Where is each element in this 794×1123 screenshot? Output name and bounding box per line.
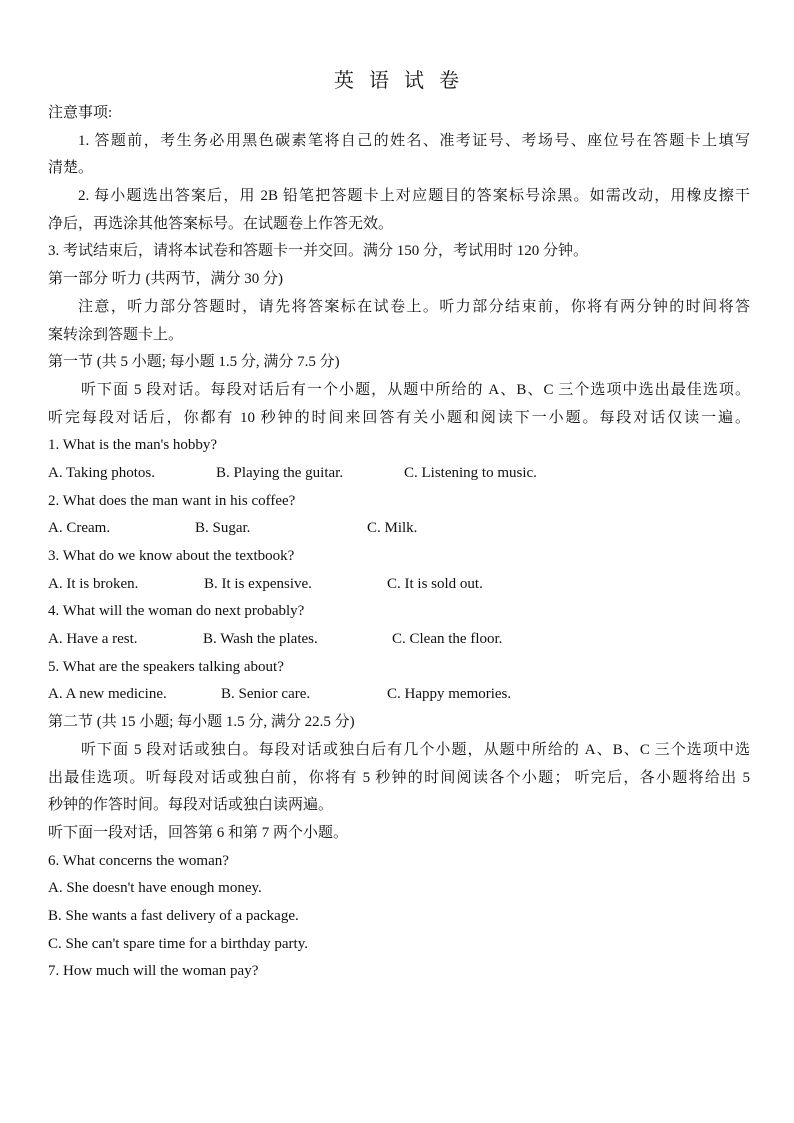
question-1: 1. What is the man's hobby? — [48, 437, 218, 454]
section2-instruction-line-1: 听下面 5 段对话或独白。每段对话或独白后有几个小题，从题中所给的 A、B、C 三个选项中选 — [81, 741, 750, 758]
section2-instruction-line-3: 秒钟的作答时间。每段对话或独白读两遍。 — [48, 797, 334, 814]
question-2-option-a: A. Cream. — [48, 520, 111, 537]
notice-item-1-line-1: 1. 答题前，考生务必用黑色碳素笔将自己的姓名、准考证号、考场号、座位号在答题卡上填写 — [78, 132, 750, 149]
question-2-options — [48, 515, 750, 543]
section2-instruction-line-2: 出最佳选项。听每段对话或独白前，你将有 5 秒钟的时间阅读各个小题； 听完后，各小题将给出 5 — [48, 769, 750, 786]
question-3-options — [48, 571, 750, 599]
question-3-option-b: B. It is expensive. — [204, 575, 312, 592]
part1-heading: 第一部分 听力 (共两节，满分 30 分) — [48, 271, 283, 288]
question-6-option-c: C. She can't spare time for a birthday party. — [48, 935, 308, 952]
question-5-option-c: C. Happy memories. — [387, 686, 512, 703]
question-6-option-b: B. She wants a fast delivery of a package. — [48, 907, 299, 924]
part1-note-line-2: 案转涂到答题卡上。 — [48, 326, 184, 343]
question-3-option-a: A. It is broken. — [48, 575, 139, 592]
question-5-option-a: A. A new medicine. — [48, 686, 167, 703]
question-2-option-b: B. Sugar. — [195, 520, 251, 537]
question-7: 7. How much will the woman pay? — [48, 963, 259, 980]
section1-heading: 第一节 (共 5 小题; 每小题 1.5 分, 满分 7.5 分) — [48, 354, 340, 371]
question-4-option-c: C. Clean the floor. — [392, 631, 503, 648]
question-3-option-c: C. It is sold out. — [387, 575, 483, 592]
question-4-options — [48, 626, 750, 654]
question-3: 3. What do we know about the textbook? — [48, 548, 295, 564]
section1-instruction-line-1: 听下面 5 段对话。每段对话后有一个小题，从题中所给的 A、B、C 三个选项中选出最佳选项。 — [81, 381, 750, 398]
question-4: 4. What will the woman do next probably? — [48, 603, 305, 620]
question-5: 5. What are the speakers talking about? — [48, 658, 284, 675]
notice-item-2-line-2: 净后，再选涂其他答案标号。在试题卷上作答无效。 — [48, 215, 394, 232]
page-title: 英 语 试 卷 — [334, 70, 464, 92]
notice-item-2-line-1: 2. 每小题选出答案后，用 2B 铅笔把答题卡上对应题目的答案标号涂黑。如需改动，用橡皮擦干 — [78, 188, 750, 205]
question-1-options — [48, 460, 750, 488]
question-2-option-c: C. Milk. — [367, 520, 418, 537]
question-1-option-c: C. Listening to music. — [404, 464, 537, 481]
question-4-option-b: B. Wash the plates. — [203, 631, 318, 648]
question-1-option-a: A. Taking photos. — [48, 464, 156, 481]
notice-item-1-line-2: 清楚。 — [48, 160, 94, 177]
notice-item-3: 3. 考试结束后，请将本试卷和答题卡一并交回。满分 150 分，考试用时 120 分钟。 — [48, 243, 589, 260]
section2-heading: 第二节 (共 15 小题; 每小题 1.5 分, 满分 22.5 分) — [48, 714, 355, 731]
section2-sub-instruction: 听下面一段对话，回答第 6 和第 7 两个小题。 — [48, 824, 349, 841]
section1-instruction-line-2: 听完每段对话后，你都有 10 秒钟的时间来回答有关小题和阅读下一小题。每段对话仅读一遍。 — [48, 409, 750, 426]
question-4-option-a: A. Have a rest. — [48, 631, 138, 648]
question-6-option-a: A. She doesn't have enough money. — [48, 880, 262, 897]
question-6: 6. What concerns the woman? — [48, 852, 229, 869]
question-5-options — [48, 681, 750, 709]
part1-note-line-1: 注意，听力部分答题时，请先将答案标在试卷上。听力部分结束前，你将有两分钟的时间将答 — [78, 298, 750, 315]
question-5-option-b: B. Senior care. — [221, 686, 311, 703]
question-1-option-b: B. Playing the guitar. — [216, 464, 344, 481]
notice-heading: 注意事项: — [48, 105, 113, 121]
question-2: 2. What does the man want in his coffee? — [48, 492, 296, 509]
